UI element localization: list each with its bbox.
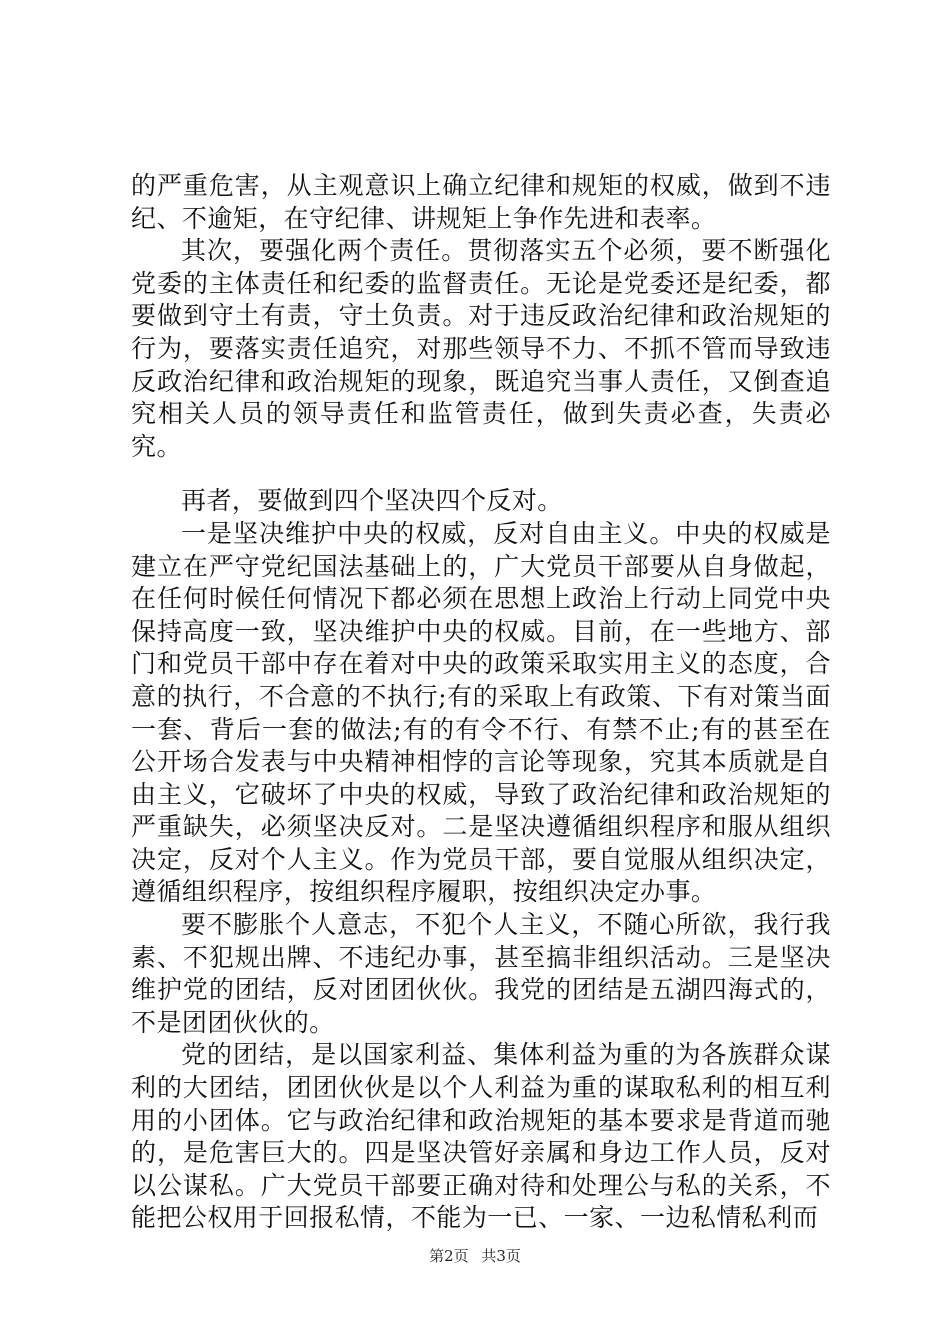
document-body xyxy=(131,170,831,1235)
page-total: 共3页 xyxy=(481,1247,521,1265)
page-number: 第2页 xyxy=(429,1247,469,1265)
paragraph-public-private: 党的团结，是以国家利益、集体利益为重的为各族群众谋利的大团结，团团伙伙是以个人利益为重的谋取私利的相互利用的小团体。它与政治纪律和政治规矩的基本要求是背道而驰的，是危害巨大的。四是坚决管好亲属和身边工作人员，反对以公谋私。广大党员干部要正确对待和处理公与私的关系，不能把公权用于回报私情，不能为一已、一家、一边私情私利而 xyxy=(131,1040,831,1233)
paragraph-four-resolves-heading: 再者，要做到四个坚决四个反对。 xyxy=(181,486,563,516)
paragraph-party-unity: 要不膨胀个人意志，不犯个人主义，不随心所欲，我行我素、不犯规出牌、不违纪办事，甚至搞非组织活动。三是坚决维护党的团结，反对团团伙伙。我党的团结是五湖四海式的，不是团团伙伙的。 xyxy=(131,910,831,1037)
paragraph-central-authority: 一是坚决维护中央的权威，反对自由主义。中央的权威是建立在严守党纪国法基础上的，广大党员干部要从自身做起，在任何时候任何情况下都必须在思想上政治上行动上同党中央保持高度一致，坚决维护中央的权威。目前，在一些地方、部门和党员干部中存在着对中央的政策采取实用主义的态度，合意的执行，不合意的不执行;有的采取上有政策、下有对策当面一套、背后一套的做法;有的有令不行、有禁不止;有的甚至在公开场合发表与中央精神相悖的言论等现象，究其本质就是自由主义，它破坏了中央的权威，导致了政治纪律和政治规矩的严重缺失，必须坚决反对。二是坚决遵循组织程序和服从组织决定，反对个人主义。作为党员干部，要自觉服从组织决定，遵循组织程序，按组织程序履职，按组织决定办事。 xyxy=(131,518,831,907)
page-footer xyxy=(0,1246,950,1266)
paragraph-two-responsibilities: 其次，要强化两个责任。贯彻落实五个必须，要不断强化党委的主体责任和纪委的监督责任。无论是党委还是纪委，都要做到守土有责，守土负责。对于违反政治纪律和政治规矩的行为，要落实责任追究，对那些领导不力、不抓不管而导致违反政治纪律和政治规矩的现象，既追究当事人责任，又倒查追究相关人员的领导责任和监管责任，做到失责必查，失责必究。 xyxy=(131,236,831,461)
paragraph-continuation: 的严重危害，从主观意识上确立纪律和规矩的权威，做到不违纪、不逾矩，在守纪律、讲规矩上争作先进和表率。 xyxy=(131,171,831,233)
